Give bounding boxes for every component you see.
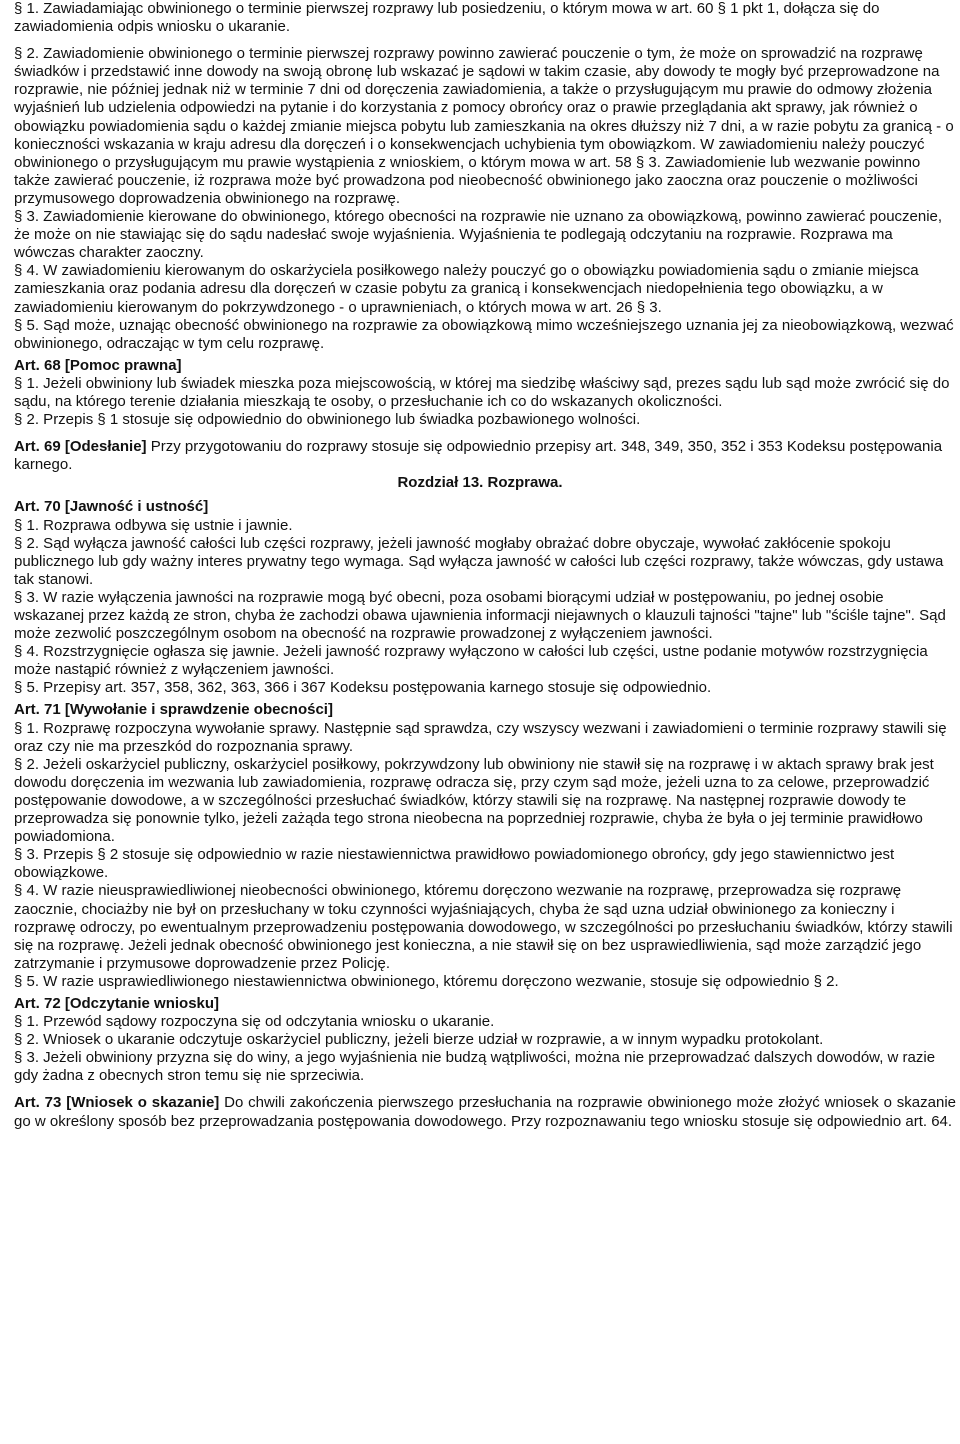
paragraph-art68-2: § 2. Przepis § 1 stosuje się odpowiednio do obwinionego lub świadka pozbawionego wolności. bbox=[14, 411, 641, 429]
article-73-text: Do chwili zakończenia pierwszego przesłuchania na rozprawie obwinionego może złożyć wniosek o skazanie go w określony sposób bez przeprowadzania postępowania dowodowego. Przy rozpoznawaniu tego wniosku stosuje się odpowiednio art. 64. bbox=[14, 1094, 956, 1130]
paragraph-art70-1: § 1. Rozprawa odbywa się ustnie i jawnie. bbox=[14, 516, 293, 534]
paragraph-art69 bbox=[4, 438, 956, 474]
article-heading-70: Art. 70 [Jawność i ustność] bbox=[14, 498, 209, 516]
paragraph-art67-2: § 2. Zawiadomienie obwinionego o terminie pierwszej rozprawy powinno zawierać pouczenie o tym, że może on sprowadzić na rozprawę świadków i przedstawić inne dowody na swoją obronę lub wskazać je sądowi w takim czasie, aby dowody te mogły być przeprowadzone na rozprawie, nie później jednak niż w terminie 7 dni od doręczenia zawiadomienia, a także o przysługującym mu prawie do odmowy złożenia wyjaśnień lub udzielenia odpowiedzi na pytanie i do korzystania z pomocy obrońcy oraz o prawie przeglądania akt sprawy, jak również o obowiązku powiadomienia sądu o każdej zmianie miejsca pobytu lub zamieszkania na okres dłuższy niż 7 dni, a w razie pobytu za granicą - o konieczności wskazania w kraju adresu dla doręczeń i o konsekwencjach uchybienia tym obowiązkom. W zawiadomieniu należy pouczyć obwinionego o przysługującym mu prawie wystąpienia z wnioskiem, o którym mowa w art. 58 § 3. Zawiadomienie lub wezwanie powinno także zawierać pouczenie, iż rozprawa może być prowadzona pod nieobecność obwinionego jako zaoczna oraz pouczenie o możliwości przymusowego doprowadzenia obwinionego na rozprawę. bbox=[14, 45, 954, 207]
article-heading-72: Art. 72 [Odczytanie wniosku] bbox=[14, 994, 220, 1012]
paragraph-art70-3: § 3. W razie wyłączenia jawności na rozprawie mogą być obecni, poza osobami biorącymi udział w postępowaniu, po jednej osobie wskazanej przez każdą ze stron, chyba że zachodzi obawa ujawnienia informacji niejawnych o klauzuli tajności "tajne" lub "ściśle tajne". Sąd może zezwolić poszczególnym osobom na obecność na rozprawie prowadzonej z wyłączeniem jawności. bbox=[14, 588, 946, 643]
paragraph-art67-1: § 1. Zawiadamiając obwinionego o terminie pierwszej rozprawy lub posiedzeniu, o którym mowa w art. 60 § 1 pkt 1, dołącza się do zawiadomienia odpis wniosku o ukaranie. bbox=[14, 0, 880, 36]
paragraph-art72-1: § 1. Przewód sądowy rozpoczyna się od odczytania wniosku o ukaranie. bbox=[14, 1013, 495, 1031]
paragraph-art72-2: § 2. Wniosek o ukaranie odczytuje oskarżyciel publiczny, jeżeli bierze udział w rozprawie, a w innym wypadku protokolant. bbox=[14, 1031, 824, 1049]
paragraph-art73 bbox=[4, 1094, 956, 1130]
paragraph-art71-1: § 1. Rozprawę rozpoczyna wywołanie sprawy. Następnie sąd sprawdza, czy wszyscy wezwani i zawiadomieni o terminie rozprawy stawili się oraz czy nie ma przeszkód do rozpoznania sprawy. bbox=[14, 719, 947, 755]
paragraph-art71-4: § 4. W razie nieusprawiedliwionej nieobecności obwinionego, któremu doręczono wezwanie na rozprawę, przeprowadza się rozprawę zaocznie, chociażby nie był on przesłuchany w toku czynności wyjaśniających, chyba że sąd uzna udział obwinionego za konieczny i rozprawę odroczy, po ewentualnym przeprowadzeniu postępowania dowodowego, w szczególności po przesłuchaniu świadków, którzy stawili się na rozprawę. Jeżeli jednak obecność obwinionego jest konieczna, a nie stawił się on bez usprawiedliwienia, sąd może zarządzić jego zatrzymanie i przymusowe doprowadzenie przez Policję. bbox=[14, 882, 953, 972]
paragraph-art71-2: § 2. Jeżeli oskarżyciel publiczny, oskarżyciel posiłkowy, pokrzywdzony lub obwiniony nie stawił się na rozprawę i w aktach sprawy brak jest dowodu doręczenia im wezwania lub zawiadomienia, rozprawę odracza się, przy czym sąd może, jeżeli uzna to za celowe, przeprowadzić postępowanie dowodowe, a w szczególności przesłuchać świadków, którzy stawili się na rozprawę. Na następnej rozprawie dowody te przeprowadza się ponownie tylko, jeżeli zażąda tego strona nieobecna na poprzedniej rozprawie, chyba że była o jej terminie prawidłowo powiadomiona. bbox=[14, 755, 934, 846]
paragraph-art67-3: § 3. Zawiadomienie kierowane do obwinionego, którego obecności na rozprawie nie uznano za obowiązkową, powinno zawierać pouczenie, że może on nie stawiając się do sądu nadesłać swoje wyjaśnienia. Wyjaśnienia te podlegają odczytaniu na rozprawie. Rozprawa ma wówczas charakter zaoczny. bbox=[14, 208, 943, 262]
paragraph-art72-3: § 3. Jeżeli obwiniony przyzna się do winy, a jego wyjaśnienia nie budzą wątpliwości, można nie przeprowadzać dalszych dowodów, w razie gdy żadna z obecnych stron temu się nie sprzeciwia. bbox=[14, 1049, 936, 1085]
article-heading-73: Art. 73 [Wniosek o skazanie] bbox=[14, 1094, 220, 1112]
article-heading-71: Art. 71 [Wywołanie i sprawdzenie obecności] bbox=[14, 701, 333, 719]
chapter-title: Rozdział 13. Rozprawa. bbox=[397, 474, 563, 492]
paragraph-art70-2: § 2. Sąd wyłącza jawność całości lub części rozprawy, jeżeli jawność mogłaby obrażać dobre obyczaje, wywołać zakłócenie spokoju publicznego lub gdy ważny interes prywatny tego wymaga. Sąd wyłącza jawność w całości lub części rozprawy, także wówczas, gdy ustawa tak stanowi. bbox=[14, 534, 944, 588]
paragraph-art70-4: § 4. Rozstrzygnięcie ogłasza się jawnie. Jeżeli jawność rozprawy wyłączono w całości lub części, ustne podanie motywów rozstrzygnięcia może nastąpić również z wyłączeniem jawności. bbox=[14, 643, 928, 679]
article-heading-68: Art. 68 [Pomoc prawna] bbox=[14, 356, 182, 374]
paragraph-art71-3: § 3. Przepis § 2 stosuje się odpowiednio w razie niestawiennictwa prawidłowo powiadomionego obrońcy, gdy jego stawiennictwo jest obowiązkowe. bbox=[14, 846, 895, 882]
paragraph-art70-5: § 5. Przepisy art. 357, 358, 362, 363, 366 i 367 Kodeksu postępowania karnego stosuje się odpowiednio. bbox=[14, 679, 712, 697]
paragraph-art67-5: § 5. Sąd może, uznając obecność obwinionego na rozprawie za obowiązkową mimo wcześniejszego uznania jej za nieobowiązkową, wezwać obwinionego, odraczając w tym celu rozprawę. bbox=[14, 316, 954, 352]
paragraph-art67-4: § 4. W zawiadomieniu kierowanym do oskarżyciela posiłkowego należy pouczyć go o obowiązku powiadomienia sądu o zmianie miejsca zamieszkania oraz podania adresu dla doręczeń w czasie pobytu za granicą i konsekwencjach niedopełnienia tego obowiązku, a w zawiadomieniu kierowanym do pokrzywdzonego - o uprawnieniach, o których mowa w art. 26 § 3. bbox=[14, 262, 919, 316]
article-69-text: Przy przygotowaniu do rozprawy stosuje się odpowiednio przepisy art. 348, 349, 350, 352 i 353 Kodeksu postępowania karnego. bbox=[14, 438, 943, 474]
paragraph-art68-1: § 1. Jeżeli obwiniony lub świadek mieszka poza miejscowością, w której ma siedzibę właściwy sąd, prezes sądu lub sąd może zwrócić się do sądu, na którego terenie działania mieszkają te osoby, o przesłuchanie ich co do wskazanych okoliczności. bbox=[14, 374, 950, 410]
paragraph-art71-5: § 5. W razie usprawiedliwionego niestawiennictwa obwinionego, któremu doręczono wezwanie, stosuje się odpowiednio § 2. bbox=[14, 972, 839, 990]
article-heading-69: Art. 69 [Odesłanie] bbox=[14, 438, 147, 456]
